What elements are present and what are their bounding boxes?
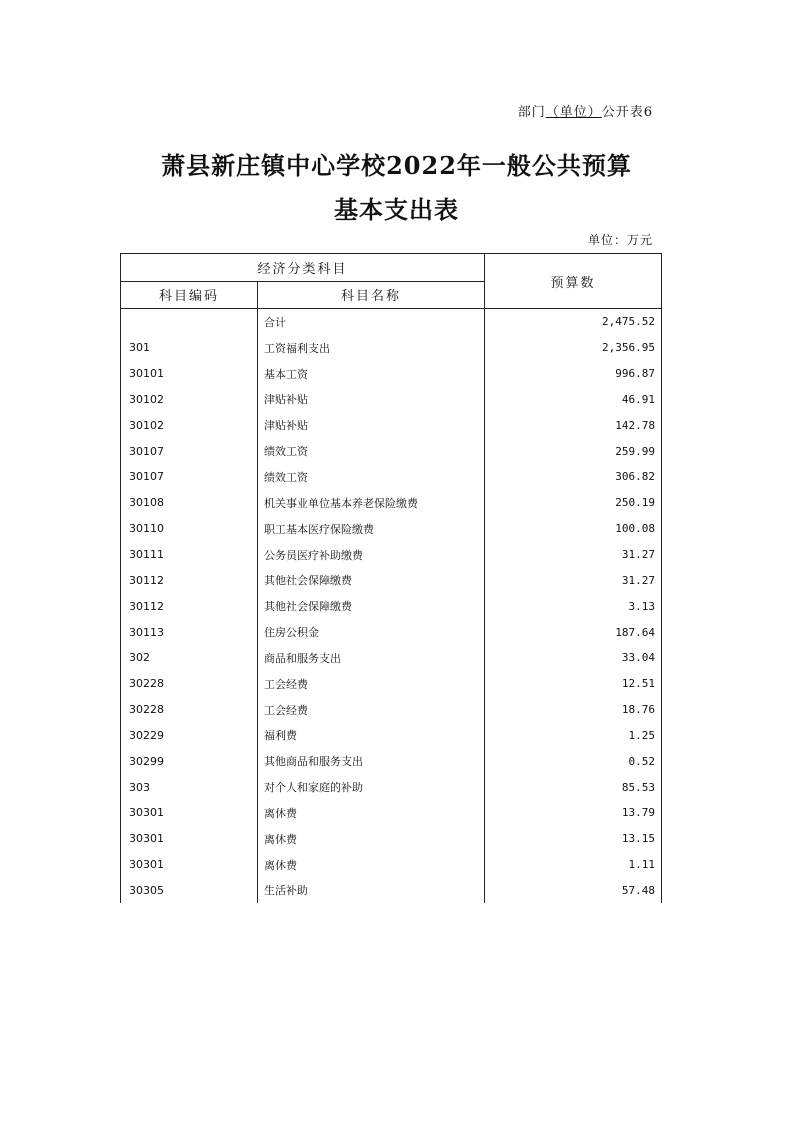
name-cell: 离休费 — [258, 852, 485, 878]
name-cell: 合计 — [258, 309, 485, 335]
table-row — [121, 567, 662, 593]
code-cell: 30107 — [121, 464, 258, 490]
name-cell: 生活补助 — [258, 878, 485, 904]
name-cell: 职工基本医疗保险缴费 — [258, 516, 485, 542]
amount-cell: 3.13 — [485, 593, 662, 619]
name-cell: 其他商品和服务支出 — [258, 748, 485, 774]
unit-label: 单位：万元 — [587, 233, 653, 247]
table-row — [121, 387, 662, 413]
code-cell: 30101 — [121, 361, 258, 387]
table-row — [121, 542, 662, 568]
table-row — [121, 490, 662, 516]
label-suffix: 公开表6 — [601, 105, 653, 120]
amount-cell: 18.76 — [485, 697, 662, 723]
name-cell: 津贴补贴 — [258, 387, 485, 413]
name-header: 科目名称 — [258, 281, 485, 309]
table-row — [121, 309, 662, 335]
amount-cell: 142.78 — [485, 412, 662, 438]
code-cell: 30305 — [121, 878, 258, 904]
group-header: 经济分类科目 — [121, 254, 485, 282]
code-cell: 30301 — [121, 826, 258, 852]
code-cell: 30102 — [121, 387, 258, 413]
amount-cell: 12.51 — [485, 671, 662, 697]
table-row — [121, 800, 662, 826]
name-cell: 津贴补贴 — [258, 412, 485, 438]
table-row — [121, 361, 662, 387]
code-cell: 30112 — [121, 593, 258, 619]
code-cell: 30301 — [121, 852, 258, 878]
label-prefix: 部门 — [517, 105, 546, 120]
table-row — [121, 516, 662, 542]
header-row-1 — [121, 254, 662, 282]
name-cell: 工资福利支出 — [258, 335, 485, 361]
amount-cell: 996.87 — [485, 361, 662, 387]
amount-cell: 33.04 — [485, 645, 662, 671]
table-row — [121, 723, 662, 749]
budget-table — [120, 253, 662, 903]
name-cell: 机关事业单位基本养老保险缴费 — [258, 490, 485, 516]
table-row — [121, 464, 662, 490]
amount-cell: 2,356.95 — [485, 335, 662, 361]
table-row — [121, 774, 662, 800]
table-number-label — [518, 101, 653, 120]
code-cell: 30110 — [121, 516, 258, 542]
amount-cell: 13.79 — [485, 800, 662, 826]
amount-cell: 1.11 — [485, 852, 662, 878]
amount-cell: 100.08 — [485, 516, 662, 542]
code-cell: 30228 — [121, 671, 258, 697]
code-cell: 30301 — [121, 800, 258, 826]
code-cell: 303 — [121, 774, 258, 800]
name-cell: 工会经费 — [258, 671, 485, 697]
table-row — [121, 748, 662, 774]
code-cell: 30299 — [121, 748, 258, 774]
amount-cell: 187.64 — [485, 619, 662, 645]
code-cell: 30228 — [121, 697, 258, 723]
code-cell: 30111 — [121, 542, 258, 568]
table-row — [121, 335, 662, 361]
name-cell: 公务员医疗补助缴费 — [258, 542, 485, 568]
amount-cell: 31.27 — [485, 567, 662, 593]
name-cell: 基本工资 — [258, 361, 485, 387]
code-cell: 30108 — [121, 490, 258, 516]
name-cell: 其他社会保障缴费 — [258, 567, 485, 593]
code-cell: 30107 — [121, 438, 258, 464]
label-unit: （单位） — [545, 105, 602, 120]
table-row — [121, 645, 662, 671]
code-cell: 302 — [121, 645, 258, 671]
code-cell: 301 — [121, 335, 258, 361]
name-cell: 福利费 — [258, 723, 485, 749]
table-body — [121, 309, 662, 904]
amount-cell: 0.52 — [485, 748, 662, 774]
amount-cell: 85.53 — [485, 774, 662, 800]
amount-cell: 46.91 — [485, 387, 662, 413]
amount-cell: 259.99 — [485, 438, 662, 464]
name-cell: 绩效工资 — [258, 438, 485, 464]
amount-cell: 2,475.52 — [485, 309, 662, 335]
amount-header: 预算数 — [485, 254, 662, 309]
table-row — [121, 619, 662, 645]
amount-cell: 306.82 — [485, 464, 662, 490]
name-cell: 离休费 — [258, 800, 485, 826]
name-cell: 绩效工资 — [258, 464, 485, 490]
amount-cell: 57.48 — [485, 878, 662, 904]
amount-cell: 13.15 — [485, 826, 662, 852]
table-row — [121, 593, 662, 619]
table-row — [121, 438, 662, 464]
name-cell: 住房公积金 — [258, 619, 485, 645]
code-cell: 30229 — [121, 723, 258, 749]
name-cell: 商品和服务支出 — [258, 645, 485, 671]
code-cell: 30102 — [121, 412, 258, 438]
table-row — [121, 852, 662, 878]
code-header: 科目编码 — [121, 281, 258, 309]
table-row — [121, 412, 662, 438]
amount-cell: 31.27 — [485, 542, 662, 568]
page-title: 萧县新庄镇中心学校2022年一般公共预算 — [161, 151, 632, 180]
amount-cell: 1.25 — [485, 723, 662, 749]
table-row — [121, 697, 662, 723]
code-cell — [121, 309, 258, 335]
code-cell: 30113 — [121, 619, 258, 645]
table-row — [121, 671, 662, 697]
page-subtitle: 基本支出表 — [334, 195, 459, 224]
amount-cell: 250.19 — [485, 490, 662, 516]
code-cell: 30112 — [121, 567, 258, 593]
table-row — [121, 878, 662, 904]
name-cell: 对个人和家庭的补助 — [258, 774, 485, 800]
name-cell: 工会经费 — [258, 697, 485, 723]
name-cell: 其他社会保障缴费 — [258, 593, 485, 619]
table-row — [121, 826, 662, 852]
name-cell: 离休费 — [258, 826, 485, 852]
